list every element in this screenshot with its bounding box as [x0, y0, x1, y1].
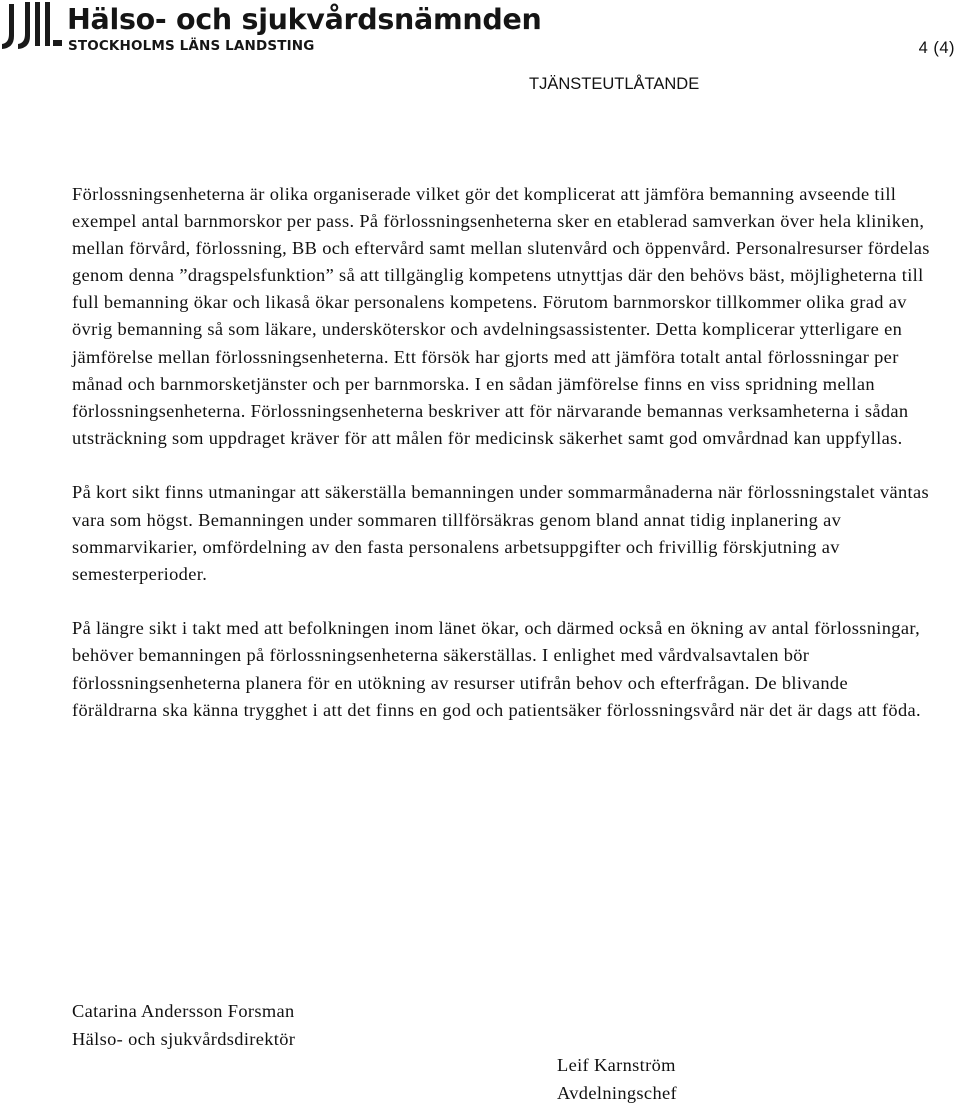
signature-block-secondary	[557, 1052, 677, 1107]
signature-title: Avdelningschef	[557, 1080, 677, 1107]
document-type: TJÄNSTEUTLÅTANDE	[529, 75, 699, 94]
signature-name: Leif Karnström	[557, 1052, 677, 1080]
page-number: 4 (4)	[919, 39, 955, 58]
landsting-logo-icon	[0, 0, 64, 56]
signature-title: Hälso- och sjukvårdsdirektör	[72, 1026, 295, 1054]
signature-name: Catarina Andersson Forsman	[72, 998, 295, 1026]
signature-block-primary	[72, 998, 295, 1053]
body-paragraph: På längre sikt i takt med att befolkningen inom länet ökar, och därmed också en ökning av antal förlossningar, behöver bemanningen på förlossningsenheterna säkerställas. I enlighet med vårdvalsavtalen bör förlossningsenheterna planera för en utökning av resurser utifrån behov och efterfrågan. De blivande föräldrarna ska känna trygghet i att det finns en god och patientsäker förlossningsvård när det är dags att föda.	[72, 615, 938, 723]
organization-logo	[0, 0, 490, 56]
body-paragraph: På kort sikt finns utmaningar att säkerställa bemanningen under sommarmånaderna när förlossningstalet väntas vara som högst. Bemanningen under sommaren tillförsäkras genom bland annat tidig inplanering av sommarvikarier, omfördelning av den fasta personalens arbetsuppgifter och frivillig förskjutning av semesterperioder.	[72, 479, 938, 587]
document-body	[72, 181, 938, 751]
organization-subtitle: STOCKHOLMS LÄNS LANDSTING	[68, 38, 314, 54]
organization-name: Hälso- och sjukvårdsnämnden	[67, 3, 541, 37]
body-paragraph: Förlossningsenheterna är olika organiserade vilket gör det komplicerat att jämföra bemanning avseende till exempel antal barnmorskor per pass. På förlossningsenheterna sker en etablerad samverkan över hela kliniken, mellan förvård, förlossning, BB och eftervård samt mellan slutenvård och öppenvård. Personalresurser fördelas genom denna ”dragspelsfunktion” så att tillgänglig kompetens utnyttjas där den behövs bäst, möjligheterna till full bemanning ökar och likaså ökar personalens kompetens. Förutom barnmorskor tillkommer olika grad av övrig bemanning så som läkare, undersköterskor och avdelningsassistenter. Detta komplicerar ytterligare en jämförelse mellan förlossningsenheterna. Ett försök har gjorts med att jämföra totalt antal förlossningar per månad och barnmorsketjänster och per barnmorska. I en sådan jämförelse finns en viss spridning mellan förlossningsenheterna. Förlossningsenheterna beskriver att för närvarande bemannas verksamheterna i sådan utsträckning som uppdraget kräver för att målen för medicinsk säkerhet samt god omvårdnad kan uppfyllas.	[72, 181, 938, 452]
